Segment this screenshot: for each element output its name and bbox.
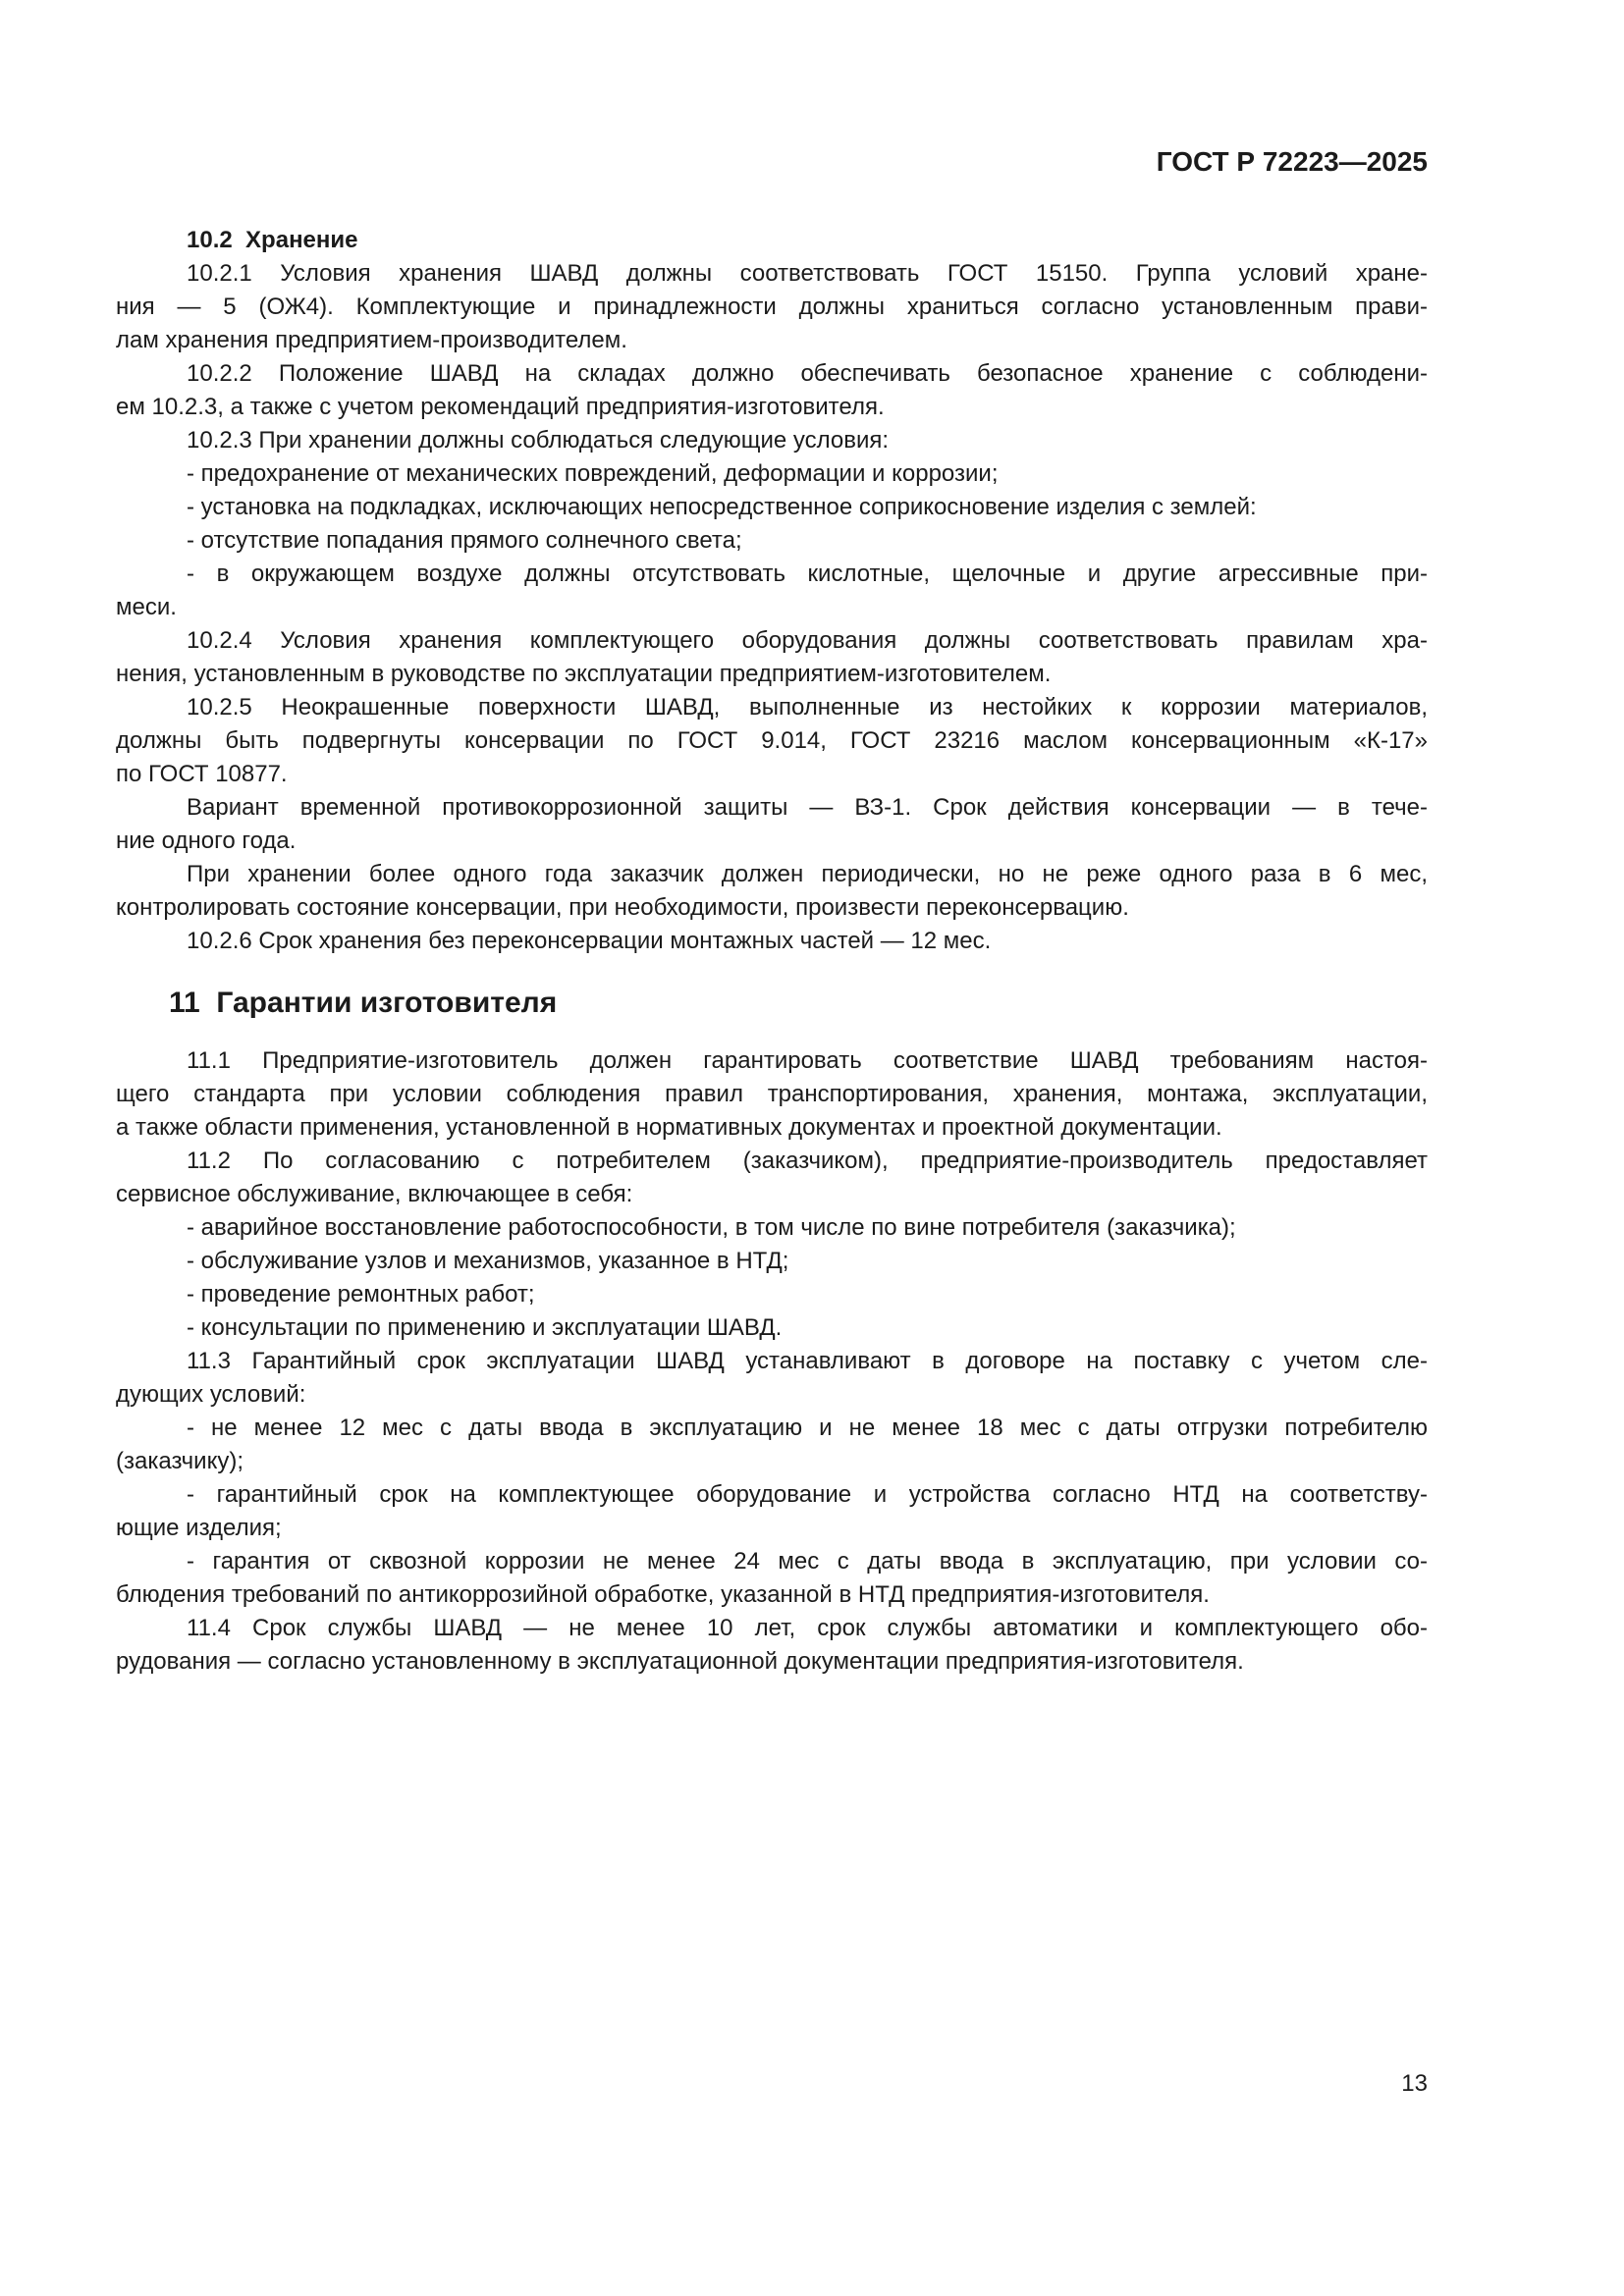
paragraph [116,691,1428,791]
list-item [116,1545,1428,1612]
section-heading [116,984,1428,1023]
list-item [116,1311,1428,1345]
text-line: лам хранения предприятием-производителем. [116,327,627,353]
text-line: - не менее 12 мес с даты ввода в эксплуатацию и не менее 18 мес с даты отгрузки потребителю [187,1415,1428,1441]
text-line: 10.2.4 Условия хранения комплектующего оборудования должны соответствовать правилам хра- [187,627,1428,654]
text-line: 10.2.1 Условия хранения ШАВД должны соответствовать ГОСТ 15150. Группа условий хране- [187,260,1428,287]
text-line: - проведение ремонтных работ; [187,1281,535,1308]
list-item [116,491,1428,524]
list-item [116,1478,1428,1545]
paragraph [116,257,1428,357]
text-line: (заказчику); [116,1448,244,1474]
text-line: нения, установленным в руководстве по эксплуатации предприятием-изготовителем. [116,661,1052,687]
text-line: - установка на подкладках, исключающих непосредственное соприкосновение изделия с землей: [187,494,1257,520]
text-line: - в окружающем воздухе должны отсутствовать кислотные, щелочные и другие агрессивные при- [187,561,1428,587]
list-item [116,1412,1428,1478]
text-line: При хранении более одного года заказчик должен периодически, но не реже одного раза в 6 мес, [187,861,1428,887]
paragraph [116,1044,1428,1145]
text-line: должны быть подвергнуты консервации по ГОСТ 9.014, ГОСТ 23216 маслом консервационным «К-17» [116,727,1428,754]
text-line: - консультации по применению и эксплуатации ШАВД. [187,1314,783,1341]
list-item [116,1245,1428,1278]
paragraph [116,1612,1428,1679]
text-line: - обслуживание узлов и механизмов, указанное в НТД; [187,1248,789,1274]
list-item [116,1211,1428,1245]
text-line: 10.2.3 При хранении должны соблюдаться следующие условия: [187,427,890,454]
paragraph [116,791,1428,858]
paragraph [116,858,1428,925]
paragraph [116,1145,1428,1211]
text-line: - отсутствие попадания прямого солнечного света; [187,527,742,554]
text-line: меси. [116,594,177,620]
text-line: щего стандарта при условии соблюдения правил транспортирования, хранения, монтажа, эксплуатации, [116,1081,1428,1107]
text-line: 11.3 Гарантийный срок эксплуатации ШАВД устанавливают в договоре на поставку с учетом сле- [187,1348,1428,1374]
text-line: - гарантийный срок на комплектующее оборудование и устройства согласно НТД на соответству- [187,1481,1428,1508]
list-item [116,1278,1428,1311]
text-line: по ГОСТ 10877. [116,761,288,787]
paragraph [116,424,1428,457]
text-line: 10.2.6 Срок хранения без переконсервации монтажных частей — 12 мес. [187,928,992,954]
text-line: сервисное обслуживание, включающее в себя: [116,1181,633,1207]
paragraph [116,357,1428,424]
list-item [116,558,1428,624]
text-line: дующих условий: [116,1381,306,1408]
list-item [116,457,1428,491]
text-line: контролировать состояние консервации, при необходимости, произвести переконсервацию. [116,894,1129,921]
text-line: ющие изделия; [116,1515,282,1541]
text-line: рудования — согласно установленному в эксплуатационной документации предприятия-изготовителя. [116,1648,1244,1675]
text-line: 10.2.2 Положение ШАВД на складах должно обеспечивать безопасное хранение с соблюдени- [187,360,1428,387]
clause-heading [116,224,1428,257]
text-line: Вариант временной противокоррозионной защиты — ВЗ-1. Срок действия консервации — в тече- [187,794,1428,821]
document-content [116,224,1428,1679]
text-line: блюдения требований по антикоррозийной обработке, указанной в НТД предприятия-изготовителя. [116,1581,1210,1608]
text-line: ние одного года. [116,828,297,854]
paragraph [116,925,1428,958]
standard-code-header: ГОСТ Р 72223—2025 [1156,146,1428,177]
text-line: ем 10.2.3, а также с учетом рекомендаций предприятия-изготовителя. [116,394,885,420]
text-line: - аварийное восстановление работоспособности, в том числе по вине потребителя (заказчика); [187,1214,1236,1241]
text-line: 11.2 По согласованию с потребителем (заказчиком), предприятие-производитель предоставляет [187,1148,1428,1174]
paragraph [116,624,1428,691]
text-line: ния — 5 (ОЖ4). Комплектующие и принадлежности должны храниться согласно установленным прави- [116,294,1428,320]
text-line: 11 Гарантии изготовителя [169,987,558,1019]
page-number: 13 [1401,2070,1428,2097]
list-item [116,524,1428,558]
text-line: - предохранение от механических повреждений, деформации и коррозии; [187,460,999,487]
text-line: а также области применения, установленной в нормативных документах и проектной документации. [116,1114,1222,1141]
text-line: 10.2.5 Неокрашенные поверхности ШАВД, выполненные из нестойких к коррозии материалов, [187,694,1428,721]
text-line: 11.1 Предприятие-изготовитель должен гарантировать соответствие ШАВД требованиям настоя- [187,1047,1428,1074]
text-line: - гарантия от сквозной коррозии не менее 24 мес с даты ввода в эксплуатацию, при условии со- [187,1548,1428,1575]
text-line: 11.4 Срок службы ШАВД — не менее 10 лет, срок службы автоматики и комплектующего обо- [187,1615,1428,1641]
text-line: 10.2 Хранение [187,227,358,253]
paragraph [116,1345,1428,1412]
